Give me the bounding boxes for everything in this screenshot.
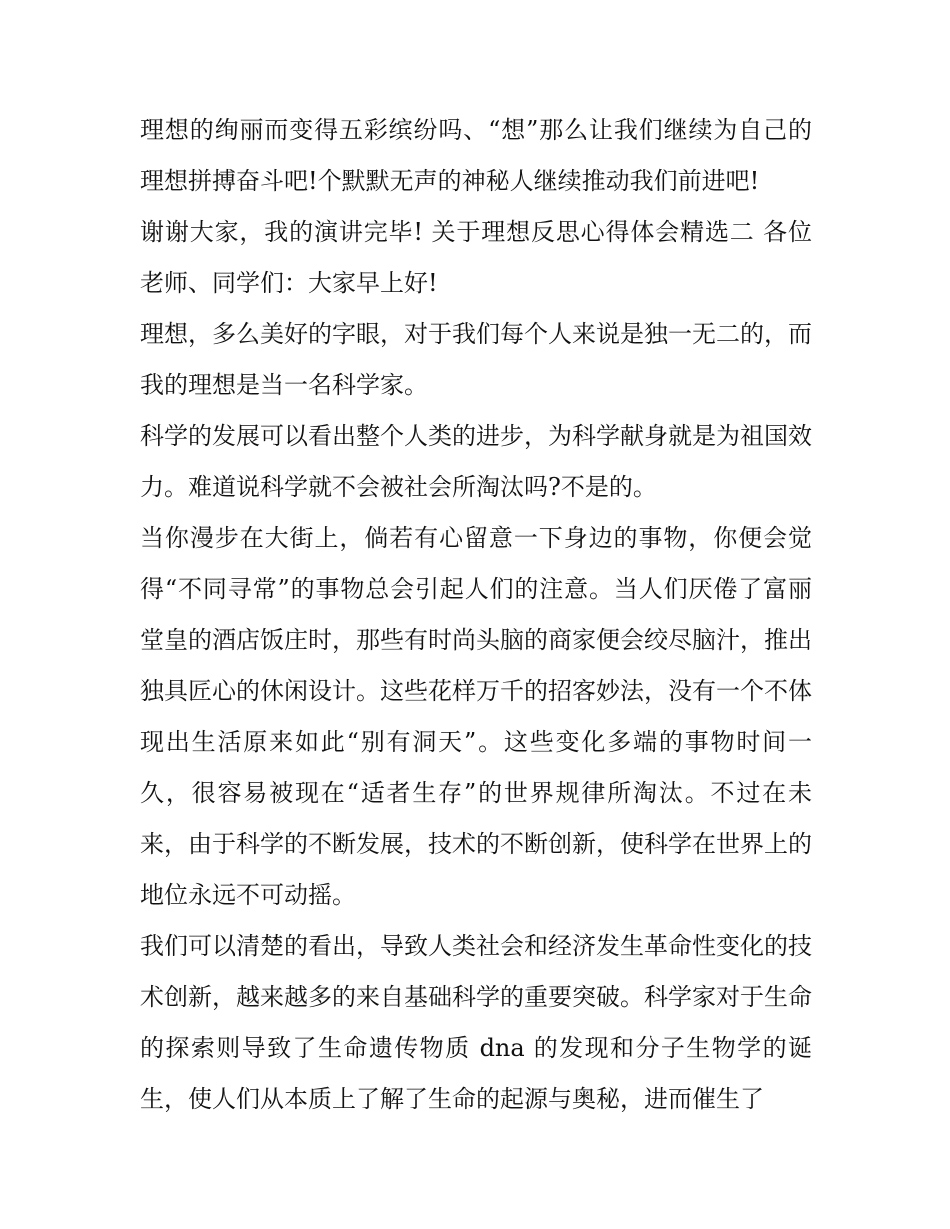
paragraph-6: 我们可以清楚的看出，导致人类社会和经济发生革命性变化的技术创新，越来越多的来自基础科学的重要突破。科学家对于生命的探索则导致了生命遗传物质 dna 的发现和分子生物学的诞生，使人们从本质上了解了生命的起源与奥秘，进而催生了 bbox=[140, 932, 812, 1113]
paragraph-5: 当你漫步在大街上，倘若有心留意一下身边的事物，你便会觉得“不同寻常”的事物总会引起人们的注意。当人们厌倦了富丽堂皇的酒店饭庄时，那些有时尚头脑的商家便会绞尽脑汁，推出独具匠心的休闲设计。这些花样万千的招客妙法，没有一个不体现出生活原来如此“别有洞天”。这些变化多端的事物时间一久，很容易被现在“适者生存”的世界规律所淘汰。不过在未来，由于科学的不断发展，技术的不断创新，使科学在世界上的地位永远不可动摇。 bbox=[140, 524, 812, 909]
paragraph-3: 理想，多么美好的字眼，对于我们每个人来说是独一无二的，而我的理想是当一名科学家。 bbox=[140, 320, 812, 399]
paragraph-1: 理想的绚丽而变得五彩缤纷吗、“想”那么让我们继续为自己的理想拼搏奋斗吧!个默默无声的神秘人继续推动我们前进吧! bbox=[140, 116, 812, 195]
paragraph-2: 谢谢大家，我的演讲完毕! 关于理想反思心得体会精选二 各位老师、同学们：大家早上好! bbox=[140, 218, 812, 297]
document-body bbox=[140, 105, 812, 1125]
paragraph-4: 科学的发展可以看出整个人类的进步，为科学献身就是为祖国效力。难道说科学就不会被社会所淘汰吗?不是的。 bbox=[140, 422, 812, 501]
